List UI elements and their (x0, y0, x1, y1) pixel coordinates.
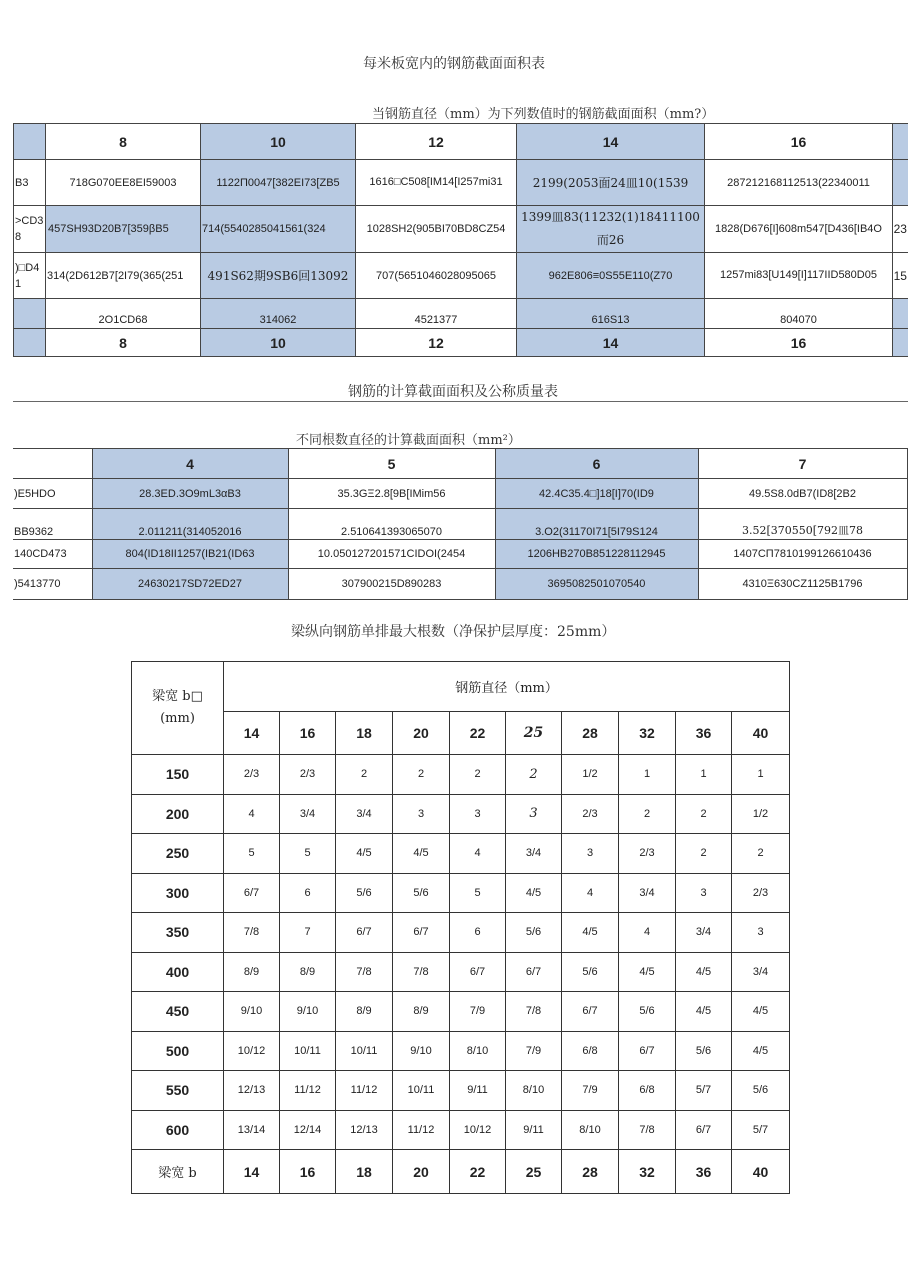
diameter-header-cell: 28 (562, 712, 619, 755)
beam-width-cell: 300 (132, 873, 224, 913)
table2-row-label: )5413770 (13, 569, 92, 600)
diameter-header-cell: 18 (336, 712, 393, 755)
table1-cell: 714(5540285041561(324 (201, 206, 356, 253)
rebar-count-cell: 5 (280, 834, 336, 874)
table1-header-cell: 14 (517, 124, 705, 160)
table1-edge-cell: 15 (893, 253, 908, 299)
table2-subtitle: 不同根数直径的计算截面面积（mm²） (296, 433, 521, 448)
table1-cell: 616S13 (517, 299, 705, 329)
rebar-count-cell: 8/10 (506, 1071, 562, 1111)
rebar-count-cell: 7/8 (506, 992, 562, 1032)
diameter-header-cell: 22 (450, 712, 506, 755)
beam-width-cell: 150 (132, 755, 224, 795)
rebar-count-cell: 5/6 (336, 873, 393, 913)
table1-cell: 1616□C508[IM14[I257mi31 (356, 160, 517, 206)
table3-row (132, 794, 790, 834)
rebar-count-cell: 2 (393, 755, 450, 795)
rebar-count-cell: 2/3 (224, 755, 280, 795)
table1-title: 每米板宽内的钢筋截面面积表 (363, 56, 545, 72)
table2-cell: 2.510641393065070 (288, 509, 495, 540)
rebar-count-cell: 4/5 (732, 992, 790, 1032)
table2-cell: 307900215D890283 (288, 569, 495, 600)
rebar-count-cell: 12/14 (280, 1110, 336, 1150)
rebar-count-cell: 2 (732, 834, 790, 874)
rebar-count-cell: 4 (450, 834, 506, 874)
rebar-count-cell: 3 (732, 913, 790, 953)
footer-diameter-cell: 32 (619, 1150, 676, 1194)
diameter-header-cell: 25 (506, 712, 562, 755)
rebar-count-cell: 4/5 (336, 834, 393, 874)
table1-cell: 1257mi83[U149[I]117IID580D05 (705, 253, 893, 299)
rebar-count-cell: 10/12 (224, 1031, 280, 1071)
footer-diameter-cell: 18 (336, 1150, 393, 1194)
table2-row (13, 540, 907, 569)
rebar-count-cell: 6/8 (619, 1071, 676, 1111)
rebar-count-cell: 2/3 (732, 873, 790, 913)
beam-width-cell: 400 (132, 952, 224, 992)
table3-row (132, 1110, 790, 1150)
table1-cell: 1122П0047[382EI73[ZB5 (201, 160, 356, 206)
rebar-count-cell: 8/9 (393, 992, 450, 1032)
table1-cell: 2O1CD68 (46, 299, 201, 329)
table1-header-corner (14, 124, 46, 160)
table1-cell: 314(2D612B7[2I79(365(251 (46, 253, 201, 299)
rebar-count-cell: 3/4 (336, 794, 393, 834)
rebar-count-cell: 6/7 (562, 992, 619, 1032)
rebar-count-cell: 2 (676, 794, 732, 834)
rebar-count-cell: 4/5 (676, 952, 732, 992)
rebar-count-cell: 4/5 (393, 834, 450, 874)
table1-header-cell: 16 (705, 124, 893, 160)
rebar-count-cell: 6 (280, 873, 336, 913)
rebar-count-cell: 5/6 (732, 1071, 790, 1111)
rebar-count-cell: 3/4 (732, 952, 790, 992)
rebar-count-cell: 4/5 (619, 952, 676, 992)
table2-row (13, 509, 907, 540)
rebar-count-cell: 13/14 (224, 1110, 280, 1150)
rebar-count-cell: 8/9 (336, 992, 393, 1032)
table1-row-label: >CD38 (14, 206, 46, 253)
table2-cell: 35.3GΞ2.8[9B[IMim56 (288, 479, 495, 509)
rebar-count-cell: 8/9 (224, 952, 280, 992)
diameter-header-cell: 40 (732, 712, 790, 755)
rebar-count-cell: 4 (224, 794, 280, 834)
rebar-count-cell: 6/7 (336, 913, 393, 953)
rebar-count-cell: 4/5 (562, 913, 619, 953)
footer-diameter-cell: 28 (562, 1150, 619, 1194)
table1-footer-corner (14, 329, 46, 357)
table1-cell: 2199(2053面24皿10(1539 (517, 160, 705, 206)
rebar-count-cell: 9/10 (224, 992, 280, 1032)
table1-edge-cell (893, 299, 908, 329)
table2-header-cell: 5 (288, 449, 495, 479)
table1-header-cell: 12 (356, 124, 517, 160)
rebar-count-cell: 8/10 (450, 1031, 506, 1071)
table1-cell: 1828(D676[I]608m547[D436[IB4O (705, 206, 893, 253)
rebar-count-cell: 10/11 (336, 1031, 393, 1071)
rebar-area-per-meter-table (13, 123, 908, 357)
rebar-count-cell: 10/12 (450, 1110, 506, 1150)
rebar-count-cell: 7/9 (562, 1071, 619, 1111)
table1-footer-cell: 16 (705, 329, 893, 357)
beam-width-cell: 350 (132, 913, 224, 953)
rebar-count-cell: 5 (224, 834, 280, 874)
rebar-count-cell: 6/7 (393, 913, 450, 953)
table3-row (132, 834, 790, 874)
rebar-count-cell: 3/4 (506, 834, 562, 874)
table1-footer-cell: 12 (356, 329, 517, 357)
table1-footer-cell: 10 (201, 329, 356, 357)
rebar-count-cell: 4 (619, 913, 676, 953)
beam-width-cell: 500 (132, 1031, 224, 1071)
rebar-count-cell: 2 (676, 834, 732, 874)
table1-row (14, 253, 908, 299)
table2-cell: 2.011211(314052016 (92, 509, 288, 540)
table2-cell: 4310Ξ630CZ1125B1796 (698, 569, 907, 600)
table1-cell: 287212168112513(22340011 (705, 160, 893, 206)
table1-cell: 4521377 (356, 299, 517, 329)
table2-row (13, 479, 907, 509)
table3-row (132, 992, 790, 1032)
rebar-count-cell: 2 (506, 755, 562, 795)
table1-footer-cell: 8 (46, 329, 201, 357)
diameter-group-header: 钢筋直径（mm） (224, 662, 790, 712)
table2-cell: 10.050127201571CIDOI(2454 (288, 540, 495, 569)
rebar-count-cell: 2 (450, 755, 506, 795)
rebar-count-cell: 7/9 (450, 992, 506, 1032)
table1-cell: 457SH93D20B7[359βB5 (46, 206, 201, 253)
table3-row (132, 1031, 790, 1071)
rebar-count-cell: 7 (280, 913, 336, 953)
beam-width-cell: 550 (132, 1071, 224, 1111)
table2-header-cell: 6 (495, 449, 698, 479)
rebar-count-cell: 12/13 (224, 1071, 280, 1111)
rebar-count-cell: 9/10 (280, 992, 336, 1032)
rebar-count-cell: 4/5 (506, 873, 562, 913)
rebar-count-cell: 5/6 (393, 873, 450, 913)
table1-edge-cell: 23 (893, 206, 908, 253)
rebar-count-cell: 7/8 (393, 952, 450, 992)
beam-max-rebar-count-table (131, 661, 790, 1194)
table3-diameter-row (132, 712, 790, 755)
rebar-count-cell: 4/5 (676, 992, 732, 1032)
table2-header-cell: 4 (92, 449, 288, 479)
table2-row-label: )E5HDO (13, 479, 92, 509)
rebar-count-cell: 7/9 (506, 1031, 562, 1071)
diameter-header-cell: 20 (393, 712, 450, 755)
table1-row (14, 160, 908, 206)
table1-edge-cell (893, 124, 908, 160)
section-divider (13, 401, 908, 402)
rebar-count-cell: 3 (562, 834, 619, 874)
table3-title: 梁纵向钢筋单排最大根数（净保护层厚度：25mm） (291, 624, 616, 640)
table1-row-label: B3 (14, 160, 46, 206)
table1-cell: 962E806≡0S55E110(Z70 (517, 253, 705, 299)
rebar-count-cell: 6 (450, 913, 506, 953)
diameter-header-cell: 32 (619, 712, 676, 755)
rebar-count-cell: 6/7 (676, 1110, 732, 1150)
table2-cell: 28.3ED.3O9mL3αB3 (92, 479, 288, 509)
rebar-count-cell: 1 (732, 755, 790, 795)
rebar-count-cell: 6/7 (224, 873, 280, 913)
rebar-count-cell: 3/4 (280, 794, 336, 834)
table2-cell: 3695082501070540 (495, 569, 698, 600)
table2-cell: 49.5S8.0dB7(ID8[2B2 (698, 479, 907, 509)
footer-diameter-cell: 36 (676, 1150, 732, 1194)
rebar-count-cell: 11/12 (280, 1071, 336, 1111)
table3-row (132, 873, 790, 913)
rebar-count-cell: 11/12 (393, 1110, 450, 1150)
beam-width-label: 梁宽 b□ (152, 689, 203, 704)
table1-header-row (14, 124, 908, 160)
rebar-count-cell: 2 (336, 755, 393, 795)
rebar-count-cell: 3 (676, 873, 732, 913)
footer-diameter-cell: 16 (280, 1150, 336, 1194)
table2-header-row (13, 449, 907, 479)
rebar-count-cell: 6/8 (562, 1031, 619, 1071)
rebar-count-cell: 5/7 (732, 1110, 790, 1150)
rebar-count-cell: 5/6 (506, 913, 562, 953)
beam-width-cell: 250 (132, 834, 224, 874)
rebar-count-cell: 5/7 (676, 1071, 732, 1111)
rebar-count-cell: 1 (676, 755, 732, 795)
table1-row (14, 299, 908, 329)
beam-width-cell: 600 (132, 1110, 224, 1150)
table3-group-header-row (132, 662, 790, 712)
table1-row-label (14, 299, 46, 329)
rebar-count-cell: 7/8 (336, 952, 393, 992)
footer-diameter-cell: 25 (506, 1150, 562, 1194)
rebar-count-cell: 3 (393, 794, 450, 834)
rebar-count-cell: 2/3 (619, 834, 676, 874)
rebar-count-cell: 6/7 (450, 952, 506, 992)
table2-header-cell: 7 (698, 449, 907, 479)
table1-cell: 707(5651046028095065 (356, 253, 517, 299)
table2-row (13, 569, 907, 600)
rebar-count-cell: 7/8 (619, 1110, 676, 1150)
table2-row-label: BB9362 (13, 509, 92, 540)
footer-diameter-cell: 22 (450, 1150, 506, 1194)
table3-body (132, 755, 790, 1194)
rebar-count-cell: 5/6 (562, 952, 619, 992)
table1-edge-cell (893, 329, 908, 357)
rebar-count-cell: 1 (619, 755, 676, 795)
rebar-count-cell: 10/11 (393, 1071, 450, 1111)
table1-header-cell: 10 (201, 124, 356, 160)
rebar-count-cell: 5 (450, 873, 506, 913)
table2-cell: 24630217SD72ED27 (92, 569, 288, 600)
footer-diameter-cell: 40 (732, 1150, 790, 1194)
beam-width-unit: (mm) (160, 711, 195, 726)
rebar-count-cell: 4/5 (732, 1031, 790, 1071)
rebar-count-cell: 7/8 (224, 913, 280, 953)
diameter-header-cell: 16 (280, 712, 336, 755)
table3-row (132, 913, 790, 953)
rebar-count-cell: 6/7 (506, 952, 562, 992)
table2-cell: 3.O2(31170I71[5I79S124 (495, 509, 698, 540)
rebar-count-cell: 2/3 (562, 794, 619, 834)
rebar-count-cell: 5/6 (619, 992, 676, 1032)
rebar-count-cell: 2/3 (280, 755, 336, 795)
rebar-count-cell: 9/11 (506, 1110, 562, 1150)
rebar-count-cell: 10/11 (280, 1031, 336, 1071)
table3-row (132, 755, 790, 795)
table2-title: 钢筋的计算截面面积及公称质量表 (348, 384, 558, 400)
rebar-calc-area-table (13, 448, 908, 600)
footer-diameter-cell: 14 (224, 1150, 280, 1194)
beam-width-cell: 200 (132, 794, 224, 834)
table2-header-corner (13, 449, 92, 479)
table1-header-cell: 8 (46, 124, 201, 160)
rebar-count-cell: 3/4 (619, 873, 676, 913)
diameter-header-cell: 14 (224, 712, 280, 755)
table2-cell: 804(ID18II1257(IB21(ID63 (92, 540, 288, 569)
table2-cell: 3.52[370550[792皿78 (698, 509, 907, 540)
table1-cell: 1028SH2(905BI70BD8CZ54 (356, 206, 517, 253)
table1-cell: 718G070EE8EI59003 (46, 160, 201, 206)
rebar-count-cell: 11/12 (336, 1071, 393, 1111)
table1-footer-row (14, 329, 908, 357)
table2-cell: 1407CП7810199126610436 (698, 540, 907, 569)
table1-row-label: )□D41 (14, 253, 46, 299)
table3-footer-row (132, 1150, 790, 1194)
rebar-count-cell: 3/4 (676, 913, 732, 953)
table2-cell: 1206HB270B851228112945 (495, 540, 698, 569)
rebar-count-cell: 9/10 (393, 1031, 450, 1071)
table3-row (132, 952, 790, 992)
table2-cell: 42.4C35.4□]18[I]70(ID9 (495, 479, 698, 509)
rebar-count-cell: 4 (562, 873, 619, 913)
rebar-count-cell: 6/7 (619, 1031, 676, 1071)
rebar-count-cell: 3 (506, 794, 562, 834)
rebar-count-cell: 5/6 (676, 1031, 732, 1071)
table1-cell: 1399皿83(11232(1)18411100而26 (517, 206, 705, 253)
table3-footer-label: 梁宽 b (132, 1150, 224, 1194)
rebar-count-cell: 1/2 (562, 755, 619, 795)
rebar-count-cell: 9/11 (450, 1071, 506, 1111)
beam-width-cell: 450 (132, 992, 224, 1032)
diameter-header-cell: 36 (676, 712, 732, 755)
table1-cell: 804070 (705, 299, 893, 329)
table2-row-label: 140CD473 (13, 540, 92, 569)
footer-diameter-cell: 20 (393, 1150, 450, 1194)
rebar-count-cell: 1/2 (732, 794, 790, 834)
rebar-count-cell: 12/13 (336, 1110, 393, 1150)
table1-cell: 314062 (201, 299, 356, 329)
rebar-count-cell: 3 (450, 794, 506, 834)
table3-corner (132, 662, 224, 755)
table1-cell: 491S62期9SB6回13092 (201, 253, 356, 299)
rebar-count-cell: 8/9 (280, 952, 336, 992)
table1-subtitle: 当钢筋直径（mm）为下列数值时的钢筋截面面积（mm?） (372, 107, 715, 122)
rebar-count-cell: 8/10 (562, 1110, 619, 1150)
table1-edge-cell (893, 160, 908, 206)
table1-footer-cell: 14 (517, 329, 705, 357)
rebar-count-cell: 2 (619, 794, 676, 834)
table1-row (14, 206, 908, 253)
table3-row (132, 1071, 790, 1111)
